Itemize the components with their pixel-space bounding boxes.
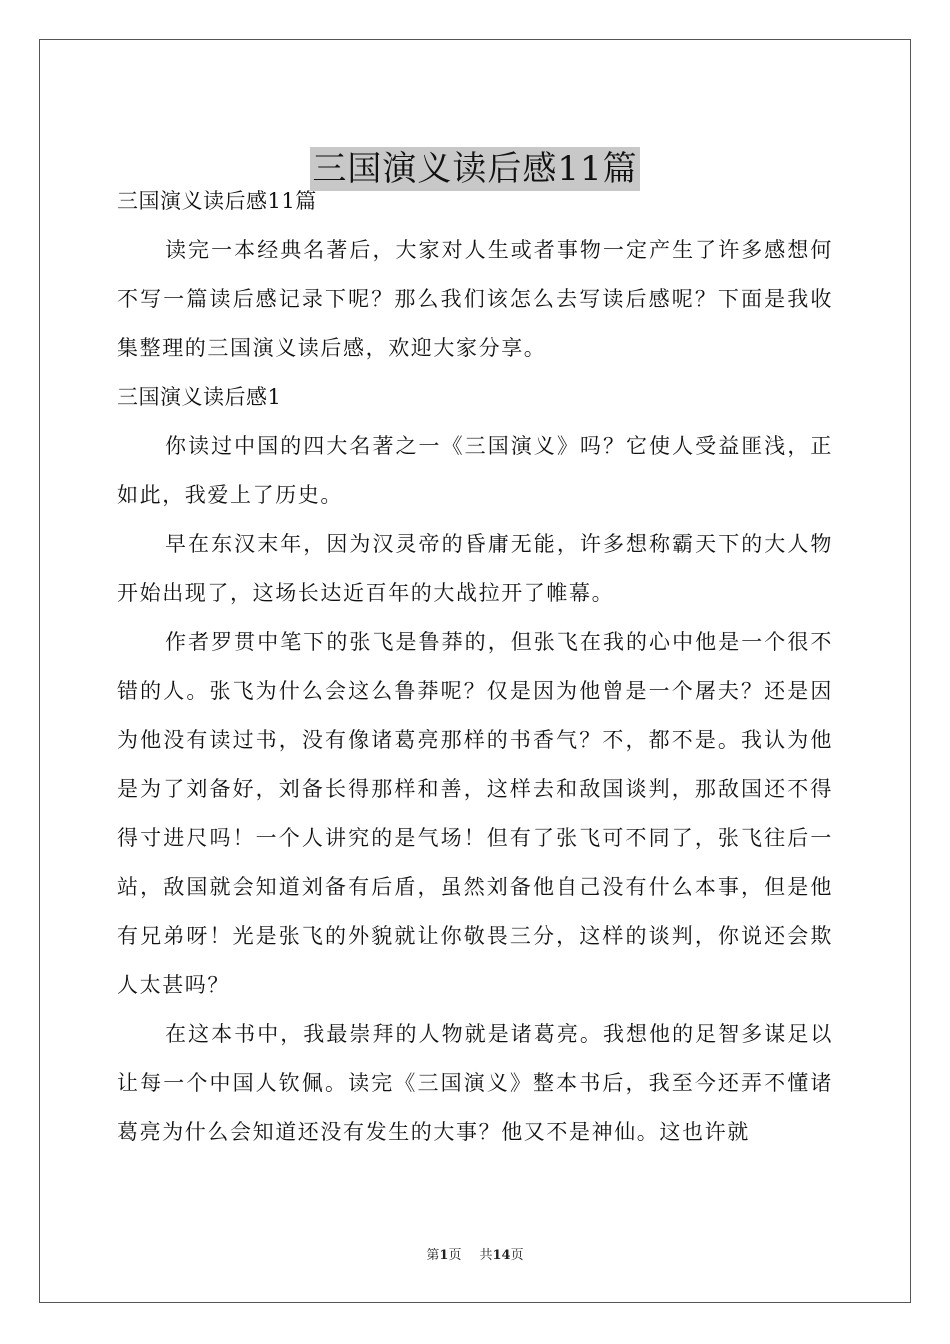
- paragraph: 三国演义读后感11篇: [117, 189, 317, 213]
- paragraph: 作者罗贯中笔下的张飞是鲁莽的，但张飞在我的心中他是一个很不错的人。张飞为什么会这么鲁莽呢？仅是因为他曾是一个屠夫？还是因为他没有读过书，没有像诸葛亮那样的书香气？不，都不是。我认为他是为了刘备好，刘备长得那样和善，这样去和敌国谈判，那敌国还不得得寸进尺吗！一个人讲究的是气场！但有了张飞可不同了，张飞往后一站，敌国就会知道刘备有后盾，虽然刘备他自己没有什么本事，但是他有兄弟呀！光是张飞的外貌就让你敬畏三分，这样的谈判，你说还会欺人太甚吗？: [117, 630, 833, 997]
- paragraph: 在这本书中，我最崇拜的人物就是诸葛亮。我想他的足智多谋足以让每一个中国人钦佩。读完《三国演义》整本书后，我至今还弄不懂诸葛亮为什么会知道还没有发生的大事？他又不是神仙。这也许就: [117, 1022, 833, 1144]
- total-unit: 页: [510, 1248, 524, 1263]
- paragraph: 读完一本经典名著后，大家对人生或者事物一定产生了许多感想何不写一篇读后感记录下呢？那么我们该怎么去写读后感呢？下面是我收集整理的三国演义读后感，欢迎大家分享。: [117, 238, 833, 360]
- paragraph: 三国演义读后感1: [117, 385, 282, 409]
- document-body: [117, 177, 833, 1157]
- paragraph: 你读过中国的四大名著之一《三国演义》吗？它使人受益匪浅，正如此，我爱上了历史。: [117, 434, 833, 507]
- page-unit: 页: [448, 1248, 462, 1263]
- document-title: 三国演义读后感11篇: [312, 148, 638, 189]
- page-total: 14: [492, 1248, 511, 1263]
- paragraph: 早在东汉末年，因为汉灵帝的昏庸无能，许多想称霸天下的大人物开始出现了，这场长达近百年的大战拉开了帷幕。: [117, 532, 833, 605]
- page-prefix: 第: [426, 1248, 440, 1263]
- total-prefix: 共: [479, 1248, 493, 1263]
- page-footer: [0, 1244, 950, 1263]
- page-number: 1: [439, 1248, 449, 1263]
